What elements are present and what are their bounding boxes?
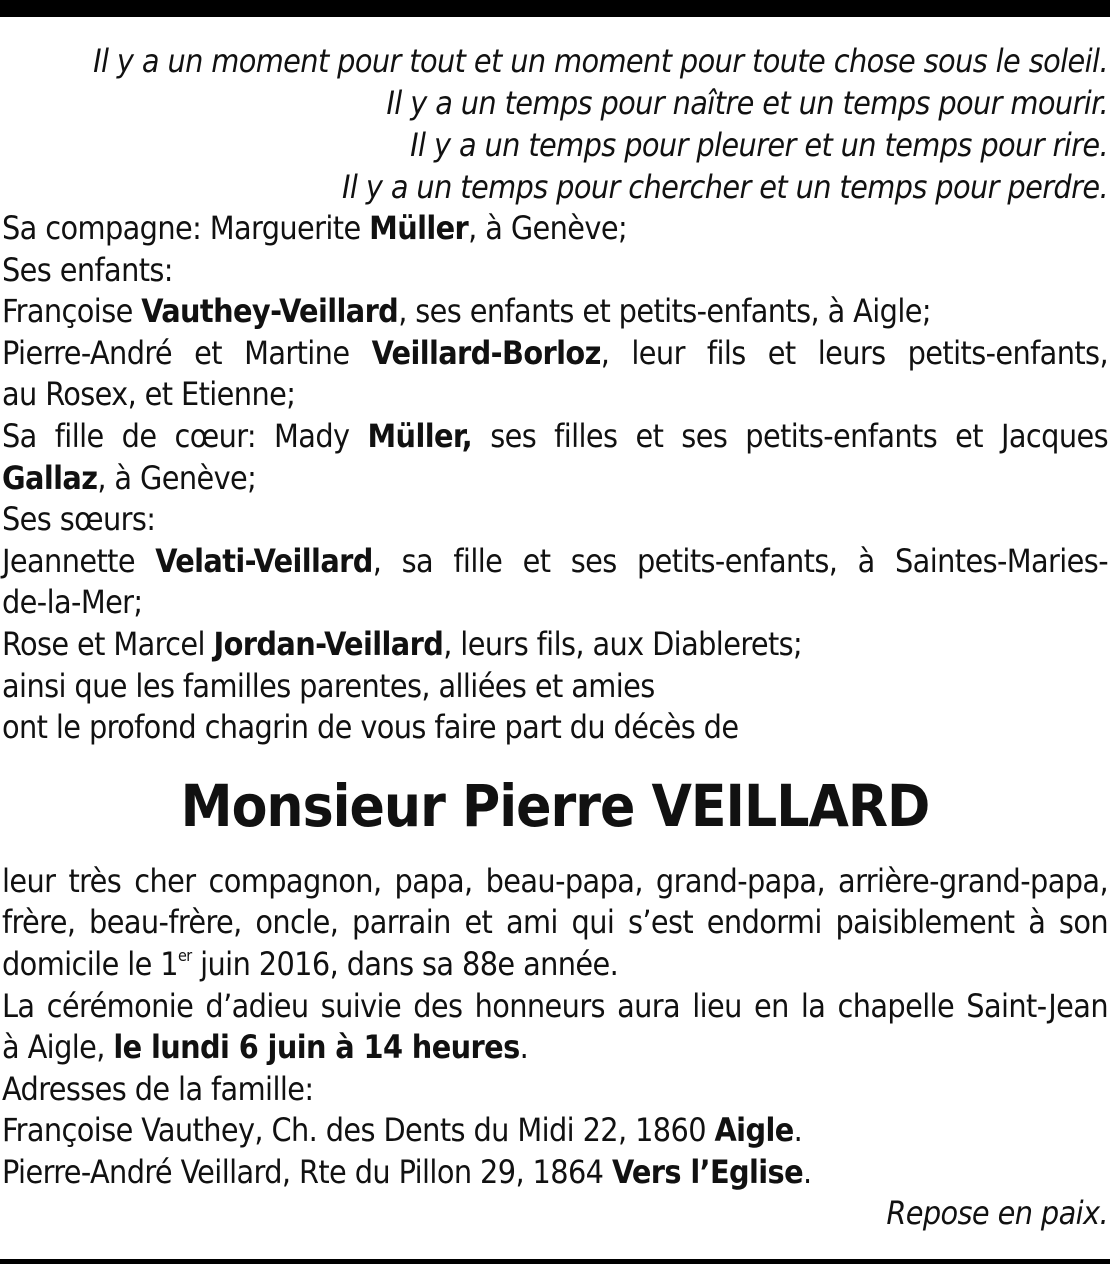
notice-body bbox=[2, 861, 1108, 1194]
child-line: Pierre-André et Martine Veillard-Borloz, leur fils et leurs petits-enfants, bbox=[2, 333, 1108, 372]
ceremony-line: à Aigle, le lundi 6 juin à 14 heures. bbox=[2, 1028, 529, 1067]
address-locality: Aigle bbox=[714, 1111, 794, 1150]
sister-name: Velati-Veillard bbox=[155, 541, 373, 580]
sisters-heading: Ses sœurs: bbox=[2, 500, 156, 539]
heart-daughter-line: Sa fille de cœur: Mady Müller, ses filles et ses petits-enfants et Jacques bbox=[2, 416, 1108, 455]
body-line: domicile le 1er juin 2016, dans sa 88e année. bbox=[2, 944, 619, 983]
heart-daughter-line-continued: Gallaz, à Genève; bbox=[2, 458, 257, 497]
body-line: leur très cher compagnon, papa, beau-papa, grand-papa, arrière-grand-papa, bbox=[2, 861, 1108, 900]
address-line: Françoise Vauthey, Ch. des Dents du Midi 22, 1860 Aigle. bbox=[2, 1111, 803, 1150]
address-line: Pierre-André Veillard, Rte du Pillon 29, 1864 Vers l’Eglise. bbox=[2, 1152, 812, 1191]
epigraph bbox=[2, 40, 1108, 208]
ordinal-suffix: er bbox=[178, 945, 192, 965]
companion-line: Sa compagne: Marguerite Müller, à Genève; bbox=[2, 209, 628, 247]
announcement-line: ont le profond chagrin de vous faire part du décès de bbox=[2, 708, 739, 747]
child-line-continued: au Rosex, et Etienne; bbox=[2, 375, 296, 414]
ceremony-date: le lundi 6 juin à 14 heures bbox=[113, 1028, 520, 1067]
sister-name: Jordan-Veillard bbox=[213, 624, 444, 663]
epigraph-line: Il y a un temps pour naître et un temps pour mourir. bbox=[386, 84, 1108, 122]
companion-name: Müller bbox=[369, 209, 469, 247]
addresses-heading: Adresses de la famille: bbox=[2, 1069, 314, 1108]
child-name: Veillard-Borloz bbox=[371, 333, 601, 372]
ceremony-line: La cérémonie d’adieu suivie des honneurs aura lieu en la chapelle Saint-Jean bbox=[2, 986, 1108, 1025]
heart-daughter-name: Müller, bbox=[367, 416, 473, 455]
address-locality: Vers l’Eglise bbox=[611, 1152, 804, 1191]
child-name: Vauthey-Veillard bbox=[141, 292, 399, 331]
sister-line-continued: de-la-Mer; bbox=[2, 583, 143, 622]
family-list bbox=[2, 208, 1108, 749]
closing-line: Repose en paix. bbox=[886, 1194, 1108, 1233]
epigraph-line: Il y a un moment pour tout et un moment pour toute chose sous le soleil. bbox=[93, 42, 1108, 80]
partner-name: Gallaz bbox=[2, 458, 98, 497]
sister-line: Jeannette Velati-Veillard, sa fille et ses petits-enfants, à Saintes-Maries- bbox=[2, 541, 1108, 580]
obituary-notice bbox=[2, 40, 1108, 1235]
epigraph-line: Il y a un temps pour chercher et un temps pour perdre. bbox=[342, 168, 1108, 206]
sister-line: Rose et Marcel Jordan-Veillard, leurs fils, aux Diablerets; bbox=[2, 624, 803, 663]
children-heading: Ses enfants: bbox=[2, 250, 173, 289]
top-rule bbox=[0, 0, 1110, 17]
epigraph-line: Il y a un temps pour pleurer et un temps pour rire. bbox=[410, 126, 1108, 164]
child-line: Françoise Vauthey-Veillard, ses enfants et petits-enfants, à Aigle; bbox=[2, 292, 931, 331]
deceased-name: Monsieur Pierre VEILLARD bbox=[180, 771, 930, 840]
bottom-rule bbox=[0, 1259, 1110, 1264]
body-line: frère, beau-frère, oncle, parrain et ami qui s’est endormi paisiblement à son bbox=[2, 903, 1108, 942]
relatives-line: ainsi que les familles parentes, alliées et amies bbox=[2, 666, 655, 705]
